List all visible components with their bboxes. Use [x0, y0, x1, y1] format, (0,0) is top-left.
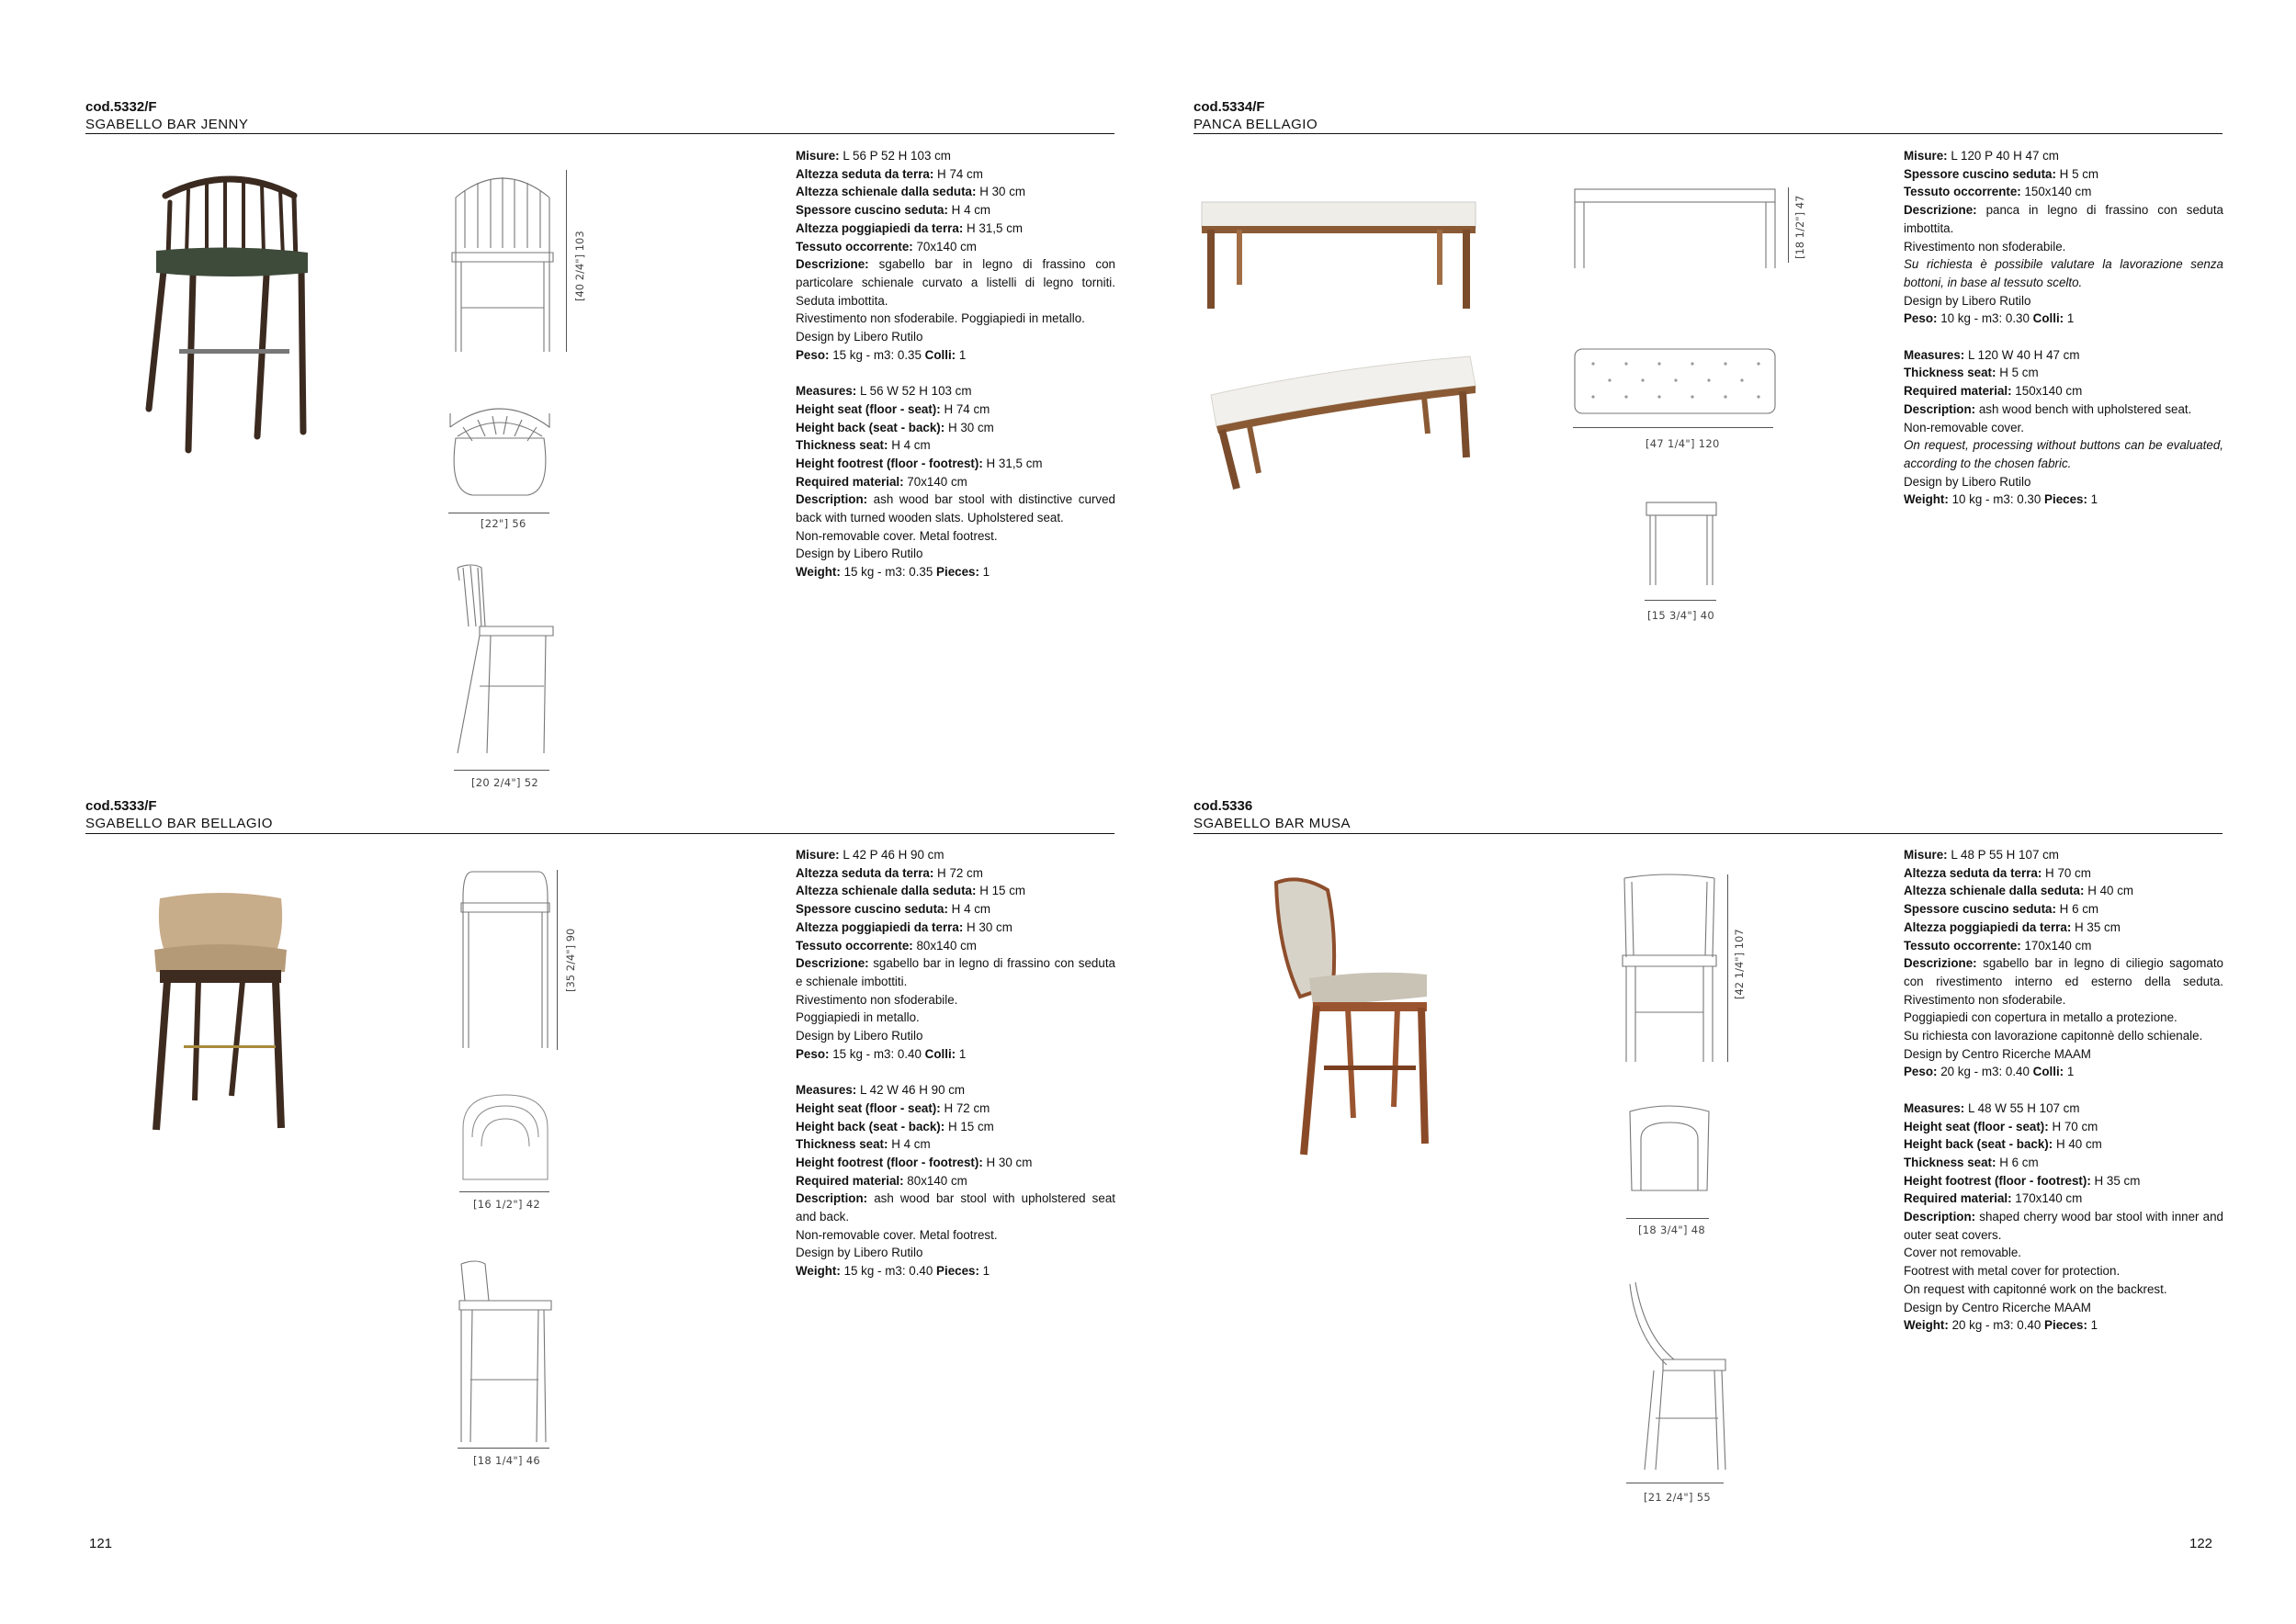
spec-value: L 56 P 52 H 103 cm	[839, 149, 951, 163]
spec-value: Non-removable cover.	[1904, 420, 2024, 434]
width-dimension-line	[1626, 1218, 1709, 1219]
spec-value: On request with capitonné work on the backrest.	[1904, 1281, 2167, 1296]
spec-key: Misure:	[1904, 848, 1948, 862]
spec-value: 70x140 cm	[912, 239, 977, 254]
spec-line	[1904, 419, 2223, 437]
spec-value: H 5 cm	[1996, 366, 2039, 380]
height-dimension-label: [18 1/2"] 47	[1793, 195, 1806, 259]
spec-value: H 35 cm	[2090, 1173, 2141, 1188]
spec-line	[1904, 147, 2223, 165]
spec-line	[796, 1100, 1115, 1118]
spec-key: Colli:	[2032, 1065, 2064, 1079]
spec-line	[796, 1009, 1115, 1027]
spec-line	[796, 1118, 1115, 1136]
spec-value: Poggiapiedi in metallo.	[796, 1010, 920, 1025]
spec-value: 15 kg - m3: 0.40	[840, 1264, 937, 1279]
spec-line	[1904, 937, 2223, 955]
spec-key: Pieces:	[2044, 492, 2087, 507]
width-dimension-label: [47 1/4"] 120	[1646, 437, 1720, 450]
spec-line	[1904, 900, 2223, 919]
spec-line	[1904, 183, 2223, 201]
spec-line	[1904, 1299, 2223, 1317]
spec-line	[796, 419, 1115, 437]
spec-value: Su richiesta è possibile valutare la lavorazione senza bottoni, in base al tessuto scelto.	[1904, 257, 2223, 289]
spec-value: Design by Libero Rutilo	[1904, 474, 2031, 489]
spec-line	[1904, 1027, 2223, 1045]
spec-value: H 31,5 cm	[963, 220, 1024, 235]
page-number-right: 122	[2189, 1536, 2213, 1551]
spec-line	[1904, 201, 2223, 237]
spec-value: 10 kg - m3: 0.30	[1937, 311, 2033, 326]
spec-value: L 48 P 55 H 107 cm	[1947, 848, 2059, 862]
depth-dimension-line	[1645, 600, 1716, 601]
spec-value: 80x140 cm	[903, 1173, 967, 1188]
page-number-left: 121	[89, 1536, 113, 1551]
product-photo	[1202, 193, 1477, 312]
spacer	[796, 364, 1115, 382]
depth-dimension-label: [20 2/4"] 52	[471, 776, 538, 789]
spec-key: Misure:	[796, 848, 840, 862]
spec-key: Thickness seat:	[1904, 1155, 1996, 1169]
spec-value: L 48 W 55 H 107 cm	[1964, 1100, 2080, 1115]
spec-text	[796, 846, 1115, 1280]
spec-key: Peso:	[796, 347, 830, 362]
depth-dimension-label: [21 2/4"] 55	[1644, 1491, 1711, 1504]
spec-value: H 72 cm	[940, 1100, 990, 1115]
product-code: cod.5333/F	[85, 798, 157, 814]
height-dimension-line	[566, 170, 567, 352]
spec-line	[1904, 1063, 2223, 1081]
product-name: SGABELLO BAR MUSA	[1193, 816, 1352, 831]
spec-line	[796, 455, 1115, 473]
spec-key: Peso:	[796, 1046, 830, 1061]
spec-line	[796, 937, 1115, 955]
spec-key: Tessuto occorrente:	[1904, 185, 2021, 199]
spec-key: Measures:	[796, 1083, 857, 1098]
spec-line	[796, 1190, 1115, 1225]
spec-key: Peso:	[1904, 311, 1938, 326]
spec-line	[1904, 1244, 2223, 1262]
spec-key: Altezza schienale dalla seduta:	[796, 884, 977, 898]
product-name: SGABELLO BAR JENNY	[85, 117, 249, 132]
spec-value: sgabello bar in legno di frassino con seduta e schienale imbottiti.	[796, 956, 1115, 988]
spec-value: sgabello bar in legno di ciliegio sagomato con rivestimento interno ed esterno della seduta. Rivestimento non sfoderabile.	[1904, 956, 2223, 1007]
spec-key: Description:	[796, 492, 868, 507]
spec-line	[1904, 346, 2223, 365]
product-code: cod.5336	[1193, 798, 1253, 814]
spec-text	[796, 147, 1115, 581]
spec-line	[796, 328, 1115, 346]
spec-line	[796, 1045, 1115, 1064]
spec-key: Spessore cuscino seduta:	[1904, 902, 2056, 917]
spec-line	[796, 1154, 1115, 1172]
spec-value: L 56 W 52 H 103 cm	[856, 384, 972, 399]
spec-value: L 42 W 46 H 90 cm	[856, 1083, 966, 1098]
spec-line	[796, 954, 1115, 990]
spec-value: 15 kg - m3: 0.35	[829, 347, 925, 362]
spec-line	[1904, 919, 2223, 937]
spec-line	[1904, 882, 2223, 900]
header-rule	[1193, 133, 2222, 134]
spec-key: Thickness seat:	[1904, 366, 1996, 380]
spec-value: Poggiapiedi con copertura in metallo a protezione.	[1904, 1010, 2177, 1025]
spec-value: ash wood bench with upholstered seat.	[1975, 401, 2192, 416]
spec-line	[1904, 255, 2223, 291]
depth-dimension-line	[454, 770, 549, 771]
spec-value: H 31,5 cm	[982, 456, 1043, 470]
spec-line	[1904, 382, 2223, 400]
spec-line	[796, 220, 1115, 238]
top-view-drawing	[1628, 1102, 1711, 1194]
product-photo	[147, 889, 294, 1137]
side-view-drawing	[458, 1260, 553, 1444]
spec-value: Non-removable cover. Metal footrest.	[796, 528, 998, 543]
spec-key: Misure:	[1904, 149, 1948, 163]
front-view-drawing	[1573, 187, 1777, 272]
spec-key: Descrizione:	[796, 257, 869, 272]
spec-value: ash wood bar stool with distinctive curved back with turned wooden slats. Upholstered seat.	[796, 492, 1115, 525]
spec-line	[796, 165, 1115, 184]
spec-line	[1904, 310, 2223, 328]
spec-key: Height seat (floor - seat):	[796, 1100, 941, 1115]
spec-value: 1	[2064, 1065, 2075, 1079]
spec-value: H 15 cm	[944, 1119, 994, 1133]
spec-key: Weight:	[1904, 492, 1949, 507]
height-dimension-line	[557, 870, 558, 1050]
side-view-drawing	[1626, 1280, 1727, 1473]
spec-key: Misure:	[796, 149, 840, 163]
spec-key: Pieces:	[2044, 1318, 2087, 1333]
spec-text	[1904, 846, 2223, 1335]
spec-value: L 120 W 40 H 47 cm	[1964, 347, 2080, 362]
spec-line	[1904, 473, 2223, 491]
spec-value: 10 kg - m3: 0.30	[1948, 492, 2045, 507]
front-view-drawing	[1621, 874, 1718, 1064]
spec-key: Altezza seduta da terra:	[796, 166, 934, 181]
spec-value: Design by Libero Rutilo	[1904, 293, 2031, 308]
height-dimension-label: [35 2/4"] 90	[564, 928, 577, 992]
product-photo	[138, 170, 322, 455]
spacer	[1904, 328, 2223, 346]
spec-value: H 35 cm	[2071, 919, 2121, 934]
spec-value: Rivestimento non sfoderabile.	[1904, 239, 2066, 254]
spec-line	[796, 919, 1115, 937]
spec-value: ash wood bar stool with upholstered seat and back.	[796, 1191, 1115, 1224]
depth-dimension-line	[458, 1448, 549, 1449]
spec-key: Descrizione:	[1904, 956, 1977, 971]
spec-key: Height back (seat - back):	[1904, 1137, 2053, 1152]
spec-value: H 30 cm	[963, 919, 1012, 934]
spec-line	[796, 255, 1115, 310]
spec-line	[1904, 491, 2223, 509]
spec-line	[796, 1172, 1115, 1190]
spec-line	[796, 991, 1115, 1009]
depth-dimension-label: [15 3/4"] 40	[1647, 609, 1714, 622]
spec-value: 1	[956, 347, 967, 362]
height-dimension-label: [42 1/4"] 107	[1733, 929, 1746, 999]
spec-line	[1904, 954, 2223, 1009]
spec-key: Height seat (floor - seat):	[1904, 1119, 2049, 1133]
spec-key: Altezza schienale dalla seduta:	[796, 185, 977, 199]
spec-value: On request, processing without buttons can be evaluated, according to the chosen fabric.	[1904, 438, 2223, 470]
spec-value: H 15 cm	[976, 884, 1026, 898]
product-code: cod.5332/F	[85, 99, 157, 115]
spec-key: Height seat (floor - seat):	[796, 401, 941, 416]
spec-key: Spessore cuscino seduta:	[796, 203, 948, 218]
spec-value: H 74 cm	[933, 166, 983, 181]
spec-line	[796, 201, 1115, 220]
spec-value: Design by Centro Ricerche MAAM	[1904, 1046, 2091, 1061]
spec-value: 150x140 cm	[2011, 384, 2083, 399]
header-rule	[85, 133, 1114, 134]
spec-line	[1904, 1316, 2223, 1335]
spec-value: 1	[978, 565, 990, 580]
spec-key: Tessuto occorrente:	[796, 239, 913, 254]
spec-value: H 4 cm	[888, 1137, 931, 1152]
spec-line	[796, 310, 1115, 328]
spec-line	[796, 1262, 1115, 1280]
spec-key: Spessore cuscino seduta:	[1904, 166, 2056, 181]
spec-line	[1904, 292, 2223, 310]
spec-line	[796, 864, 1115, 883]
height-dimension-line	[1727, 874, 1728, 1062]
spec-value: H 40 cm	[2053, 1137, 2102, 1152]
side-view-drawing	[454, 562, 557, 755]
product-name: SGABELLO BAR BELLAGIO	[85, 816, 273, 831]
spec-value: 1	[956, 1046, 967, 1061]
product-photo	[1272, 877, 1433, 1157]
spec-key: Colli:	[2032, 311, 2064, 326]
spec-value: H 30 cm	[976, 185, 1026, 199]
spec-key: Altezza schienale dalla seduta:	[1904, 884, 2085, 898]
spec-value: 15 kg - m3: 0.35	[840, 565, 937, 580]
spec-value: Rivestimento non sfoderabile.	[796, 992, 958, 1007]
spec-value: 20 kg - m3: 0.40	[1948, 1318, 2045, 1333]
width-dimension-line	[459, 1191, 549, 1192]
spec-value: Design by Libero Rutilo	[796, 330, 923, 344]
spacer	[1904, 1081, 2223, 1100]
spec-line	[1904, 165, 2223, 184]
spec-value: H 4 cm	[947, 902, 991, 917]
spec-line	[1904, 1208, 2223, 1244]
spec-line	[796, 400, 1115, 419]
spec-key: Altezza poggiapiedi da terra:	[796, 919, 964, 934]
spec-key: Thickness seat:	[796, 438, 888, 453]
spec-line	[796, 527, 1115, 546]
spec-line	[1904, 1262, 2223, 1280]
top-view-drawing	[445, 400, 555, 501]
spec-key: Tessuto occorrente:	[796, 938, 913, 953]
spec-value: H 72 cm	[933, 865, 983, 880]
spec-key: Peso:	[1904, 1065, 1938, 1079]
spacer	[796, 1063, 1115, 1081]
spec-line	[796, 1135, 1115, 1154]
spec-value: Design by Libero Rutilo	[796, 1029, 923, 1043]
spec-line	[1904, 1118, 2223, 1136]
spec-value: H 74 cm	[940, 401, 990, 416]
height-dimension-label: [40 2/4"] 103	[573, 231, 586, 301]
spec-key: Height footrest (floor - footrest):	[796, 456, 983, 470]
spec-value: H 70 cm	[2042, 865, 2091, 880]
spec-value: H 30 cm	[944, 420, 994, 434]
product-name: PANCA BELLAGIO	[1193, 117, 1318, 132]
header-rule	[1193, 833, 2222, 834]
spec-line	[1904, 364, 2223, 382]
spec-key: Measures:	[796, 384, 857, 399]
spec-value: 20 kg - m3: 0.40	[1937, 1065, 2033, 1079]
spec-key: Description:	[796, 1191, 868, 1206]
spec-line	[1904, 1009, 2223, 1027]
spec-key: Spessore cuscino seduta:	[796, 902, 948, 917]
spec-value: H 6 cm	[1996, 1155, 2039, 1169]
spec-line	[1904, 1280, 2223, 1299]
spec-key: Altezza poggiapiedi da terra:	[1904, 919, 2072, 934]
width-dimension-label: [18 3/4"] 48	[1638, 1224, 1705, 1236]
top-view-drawing	[1573, 347, 1777, 419]
spec-line	[796, 436, 1115, 455]
spec-text	[1904, 147, 2223, 509]
spec-value: 1	[2087, 1318, 2098, 1333]
spec-key: Altezza seduta da terra:	[796, 865, 934, 880]
spec-key: Tessuto occorrente:	[1904, 938, 2021, 953]
spec-value: 1	[978, 1264, 990, 1279]
spec-value: 15 kg - m3: 0.40	[829, 1046, 925, 1061]
spec-line	[796, 238, 1115, 256]
spec-key: Colli:	[924, 1046, 956, 1061]
spec-line	[796, 147, 1115, 165]
spec-key: Pieces:	[936, 1264, 979, 1279]
spec-key: Height back (seat - back):	[796, 1119, 945, 1133]
front-view-drawing	[459, 870, 551, 1050]
front-view-drawing	[448, 170, 557, 354]
height-dimension-line	[1788, 187, 1789, 263]
spec-key: Required material:	[1904, 1191, 2012, 1206]
depth-dimension-label: [18 1/4"] 46	[473, 1454, 540, 1467]
spec-key: Description:	[1904, 401, 1976, 416]
spec-line	[1904, 1154, 2223, 1172]
spec-key: Altezza seduta da terra:	[1904, 865, 2042, 880]
spec-line	[796, 346, 1115, 365]
spec-value: Su richiesta con lavorazione capitonnè dello schienale.	[1904, 1029, 2203, 1043]
spec-line	[1904, 1045, 2223, 1064]
spec-key: Weight:	[1904, 1318, 1949, 1333]
spec-value: H 5 cm	[2055, 166, 2099, 181]
spec-value: 170x140 cm	[2011, 1191, 2083, 1206]
spec-value: H 6 cm	[2055, 902, 2099, 917]
spec-value: panca in legno di frassino con seduta imbottita.	[1904, 203, 2223, 235]
spec-line	[796, 183, 1115, 201]
spec-key: Descrizione:	[1904, 203, 1977, 218]
spec-value: 1	[2087, 492, 2098, 507]
spec-value: H 30 cm	[982, 1155, 1033, 1169]
spec-value: H 4 cm	[888, 438, 931, 453]
spec-line	[796, 563, 1115, 581]
spec-line	[796, 491, 1115, 526]
spec-value: 80x140 cm	[912, 938, 977, 953]
spec-line	[796, 900, 1115, 919]
spec-value: 70x140 cm	[903, 474, 967, 489]
side-view-drawing	[1645, 501, 1718, 587]
spec-value: Design by Centro Ricerche MAAM	[1904, 1300, 2091, 1314]
spec-key: Thickness seat:	[796, 1137, 888, 1152]
width-dimension-label: [22"] 56	[481, 517, 526, 530]
spec-line	[1904, 400, 2223, 419]
spec-line	[796, 846, 1115, 864]
spec-line	[1904, 436, 2223, 472]
spec-key: Colli:	[924, 347, 956, 362]
spec-key: Height back (seat - back):	[796, 420, 945, 434]
spec-key: Measures:	[1904, 347, 1965, 362]
spec-line	[796, 882, 1115, 900]
spec-key: Required material:	[796, 474, 904, 489]
spec-value: 1	[2064, 311, 2075, 326]
spec-key: Height footrest (floor - footrest):	[1904, 1173, 2091, 1188]
spec-value: L 42 P 46 H 90 cm	[839, 848, 944, 862]
product-code: cod.5334/F	[1193, 99, 1265, 115]
header-rule	[85, 833, 1114, 834]
spec-key: Pieces:	[936, 565, 979, 580]
spec-key: Weight:	[796, 1264, 841, 1279]
spec-line	[1904, 1172, 2223, 1190]
spec-value: Design by Libero Rutilo	[796, 1246, 923, 1260]
spec-line	[796, 545, 1115, 563]
spec-value: H 4 cm	[947, 203, 991, 218]
spec-line	[1904, 846, 2223, 864]
spec-value: Cover not removable.	[1904, 1246, 2022, 1260]
spec-value: H 70 cm	[2048, 1119, 2098, 1133]
spec-value: 170x140 cm	[2020, 938, 2092, 953]
spec-value: shaped cherry wood bar stool with inner and outer seat covers.	[1904, 1210, 2223, 1242]
spec-key: Descrizione:	[796, 956, 869, 971]
spec-value: sgabello bar in legno di frassino con particolare schienale curvato a listelli di legno torniti. Seduta imbottita.	[796, 257, 1115, 308]
top-view-drawing	[459, 1091, 551, 1183]
spec-line	[796, 1027, 1115, 1045]
product-photo-angle	[1204, 349, 1479, 496]
spec-line	[796, 1226, 1115, 1245]
width-dimension-line	[1573, 427, 1773, 428]
spec-value: H 40 cm	[2084, 884, 2134, 898]
spec-line	[1904, 1190, 2223, 1208]
spec-key: Measures:	[1904, 1100, 1965, 1115]
spec-key: Height footrest (floor - footrest):	[796, 1155, 983, 1169]
spec-key: Weight:	[796, 565, 841, 580]
spec-value: Footrest with metal cover for protection.	[1904, 1264, 2121, 1279]
spec-line	[1904, 864, 2223, 883]
spec-value: Non-removable cover. Metal footrest.	[796, 1227, 998, 1242]
spec-line	[1904, 1100, 2223, 1118]
spec-line	[796, 382, 1115, 400]
spec-key: Required material:	[796, 1173, 904, 1188]
spec-key: Description:	[1904, 1210, 1976, 1224]
spec-value: 150x140 cm	[2020, 185, 2092, 199]
spec-line	[1904, 1135, 2223, 1154]
spec-value: L 120 P 40 H 47 cm	[1947, 149, 2059, 163]
spec-line	[1904, 238, 2223, 256]
spec-key: Required material:	[1904, 384, 2012, 399]
spec-value: Rivestimento non sfoderabile. Poggiapiedi in metallo.	[796, 311, 1085, 326]
spec-line	[796, 1244, 1115, 1262]
width-dimension-label: [16 1/2"] 42	[473, 1198, 540, 1211]
spec-key: Altezza poggiapiedi da terra:	[796, 220, 964, 235]
spec-value: Design by Libero Rutilo	[796, 547, 923, 561]
spec-line	[796, 1081, 1115, 1100]
spec-line	[796, 473, 1115, 491]
